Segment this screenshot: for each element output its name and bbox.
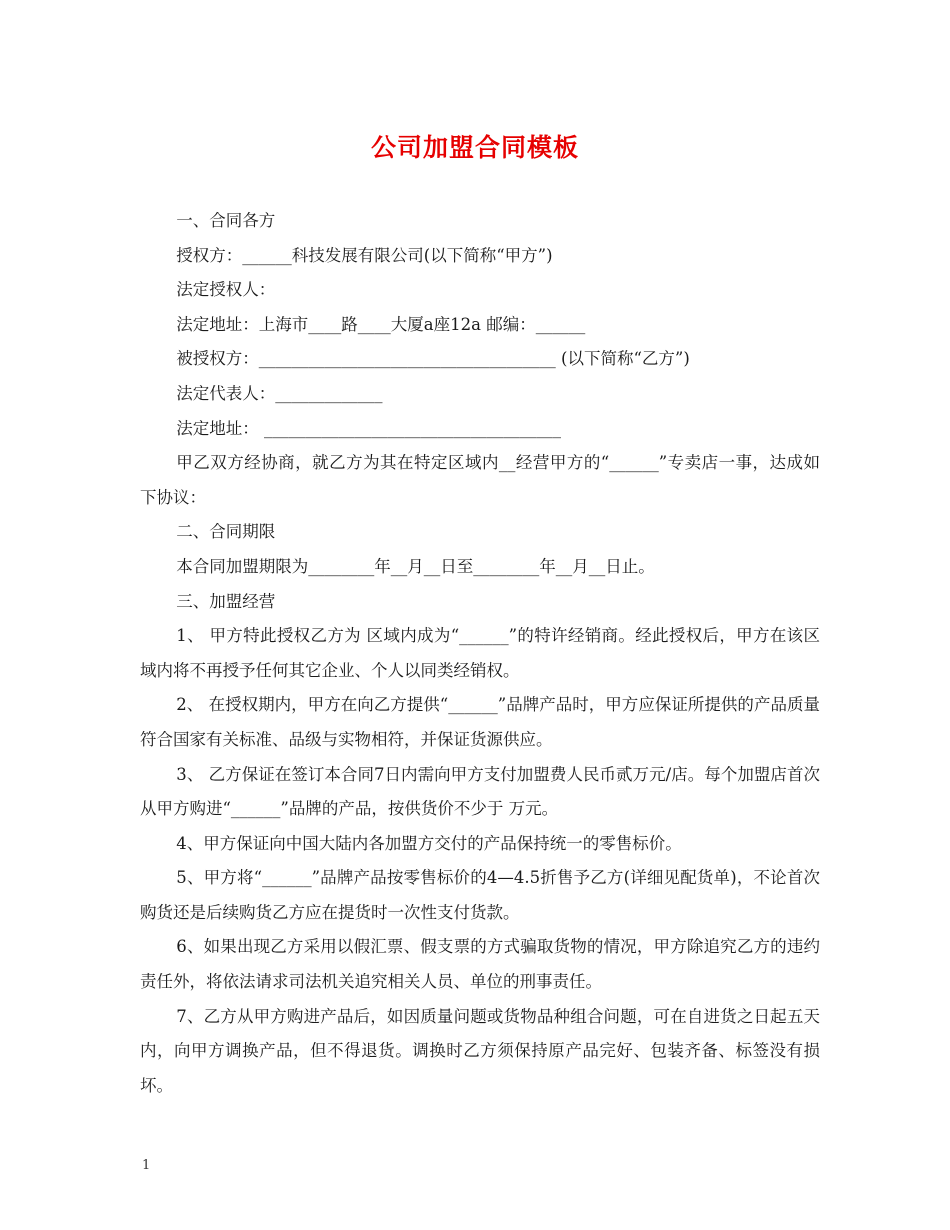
term-paragraph: 本合同加盟期限为________年__月__日至________年__月__日止。 [176,556,655,576]
clause-6: 6、如果出现乙方采用以假汇票、假支票的方式骗取货物的情况，甲方除追究乙方的违约责任外，将依法请求司法机关追究相关人员、单位的刑事责任。 [140,937,820,992]
clause-1: 1、 甲方特此授权乙方为 区域内成为“______”的特许经销商。经此授权后，甲方在该区域内将不再授予任何其它企业、个人以同类经销权。 [140,626,820,680]
document-title: 公司加盟合同模板 [370,133,579,162]
document-body [140,204,820,1103]
licensee-representative-line: 法定代表人：_____________ [176,383,383,403]
licensee-address-line: 法定地址： ____________________________________ [176,418,562,438]
clause-5: 5、甲方将“______”品牌产品按零售标价的4—4.5折售予乙方(详细见配货单)，不论首次购货还是后续购货乙方应在提货时一次性支付货款。 [140,868,820,922]
section-heading-operation: 三、加盟经营 [176,591,276,611]
licensee-line: 被授权方：____________________________________ (以下简称“乙方”) [176,349,690,369]
clause-4: 4、甲方保证向中国大陆内各加盟方交付的产品保持统一的零售标价。 [176,833,682,853]
licensor-authorized-person-line: 法定授权人： [176,280,276,300]
page-number: 1 [142,1158,151,1173]
licensor-line: 授权方：______科技发展有限公司(以下简称“甲方”) [176,245,553,265]
agreement-intro-paragraph: 甲乙双方经协商，就乙方为其在特定区域内__经营甲方的“______”专卖店一事，达成如下协议： [140,453,820,507]
clause-3: 3、 乙方保证在签订本合同7日内需向甲方支付加盟费人民币贰万元/店。每个加盟店首次从甲方购进“______”品牌的产品，按供货价不少于 万元。 [140,764,820,819]
licensor-address-line: 法定地址：上海市____路____大厦a座12a 邮编：______ [176,314,586,334]
section-heading-parties: 一、合同各方 [176,211,276,230]
clause-2: 2、 在授权期内，甲方在向乙方提供“______”品牌产品时，甲方应保证所提供的产品质量符合国家有关标准、品级与实物相符，并保证货源供应。 [140,695,820,749]
section-heading-term: 二、合同期限 [176,522,276,542]
clause-7: 7、乙方从甲方购进产品后，如因质量问题或货物品种组合问题，可在自进货之日起五天内，向甲方调换产品，但不得退货。调换时乙方须保持原产品完好、包装齐备、标签没有损坏。 [140,1006,820,1095]
